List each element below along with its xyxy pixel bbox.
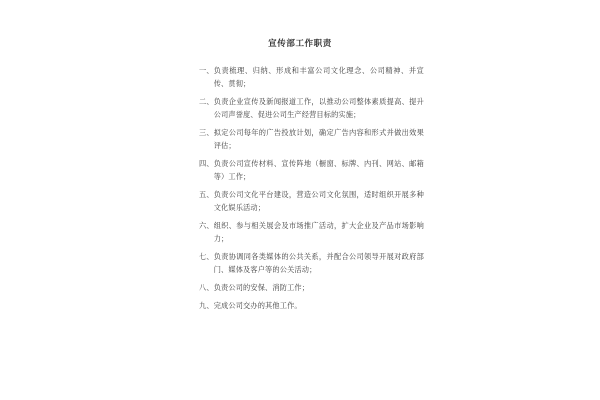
duty-number: 二、 — [199, 97, 214, 106]
duty-number: 一、 — [199, 66, 214, 75]
duty-number: 八、 — [199, 283, 214, 292]
document-title: 宣传部工作职责 — [268, 39, 332, 49]
duty-number: 九、 — [199, 300, 214, 310]
duty-text: 负责协调同各类媒体的公共关系，并配合公司领导开展对政府部门、媒体及客户等的公关活动； — [213, 252, 424, 275]
duty-text: 完成公司交办的其他工作。 — [213, 300, 302, 310]
duty-item — [199, 219, 424, 245]
duty-text: 负责梳理、归纳、形成和丰富公司文化理念、公司精神、并宣传、贯彻； — [213, 66, 424, 89]
duty-item — [199, 188, 424, 214]
duty-item — [199, 281, 424, 294]
duty-number: 五、 — [199, 190, 214, 199]
duty-item — [199, 299, 424, 312]
duty-text: 负责公司宣传材料、宣传阵地（橱窗、标牌、内刊、网站、邮箱等）工作； — [213, 159, 424, 182]
duty-number: 三、 — [199, 128, 214, 137]
duty-number: 四、 — [199, 159, 214, 168]
duty-item — [199, 64, 424, 90]
duty-text: 负责企业宣传及新闻报道工作，以推动公司整体素质提高、提升公司声誉度、促进公司生产经营目标的实施； — [213, 97, 424, 120]
duty-text: 拟定公司每年的广告投放计划，确定广告内容和形式并做出效果评估； — [213, 128, 424, 151]
duty-item — [199, 126, 424, 152]
duty-number: 六、 — [199, 221, 214, 230]
duty-list — [199, 64, 424, 317]
duty-item — [199, 95, 424, 121]
duty-text: 负责公司的安保、消防工作； — [213, 283, 310, 292]
duty-text: 组织、参与相关展会及市场推广活动，扩大企业及产品市场影响力； — [213, 221, 424, 244]
duty-text: 负责公司文化平台建设，营造公司文化氛围，适时组织开展多种文化娱乐活动； — [213, 190, 424, 213]
duty-item — [199, 250, 424, 276]
duty-item — [199, 157, 424, 183]
duty-number: 七、 — [199, 252, 214, 261]
